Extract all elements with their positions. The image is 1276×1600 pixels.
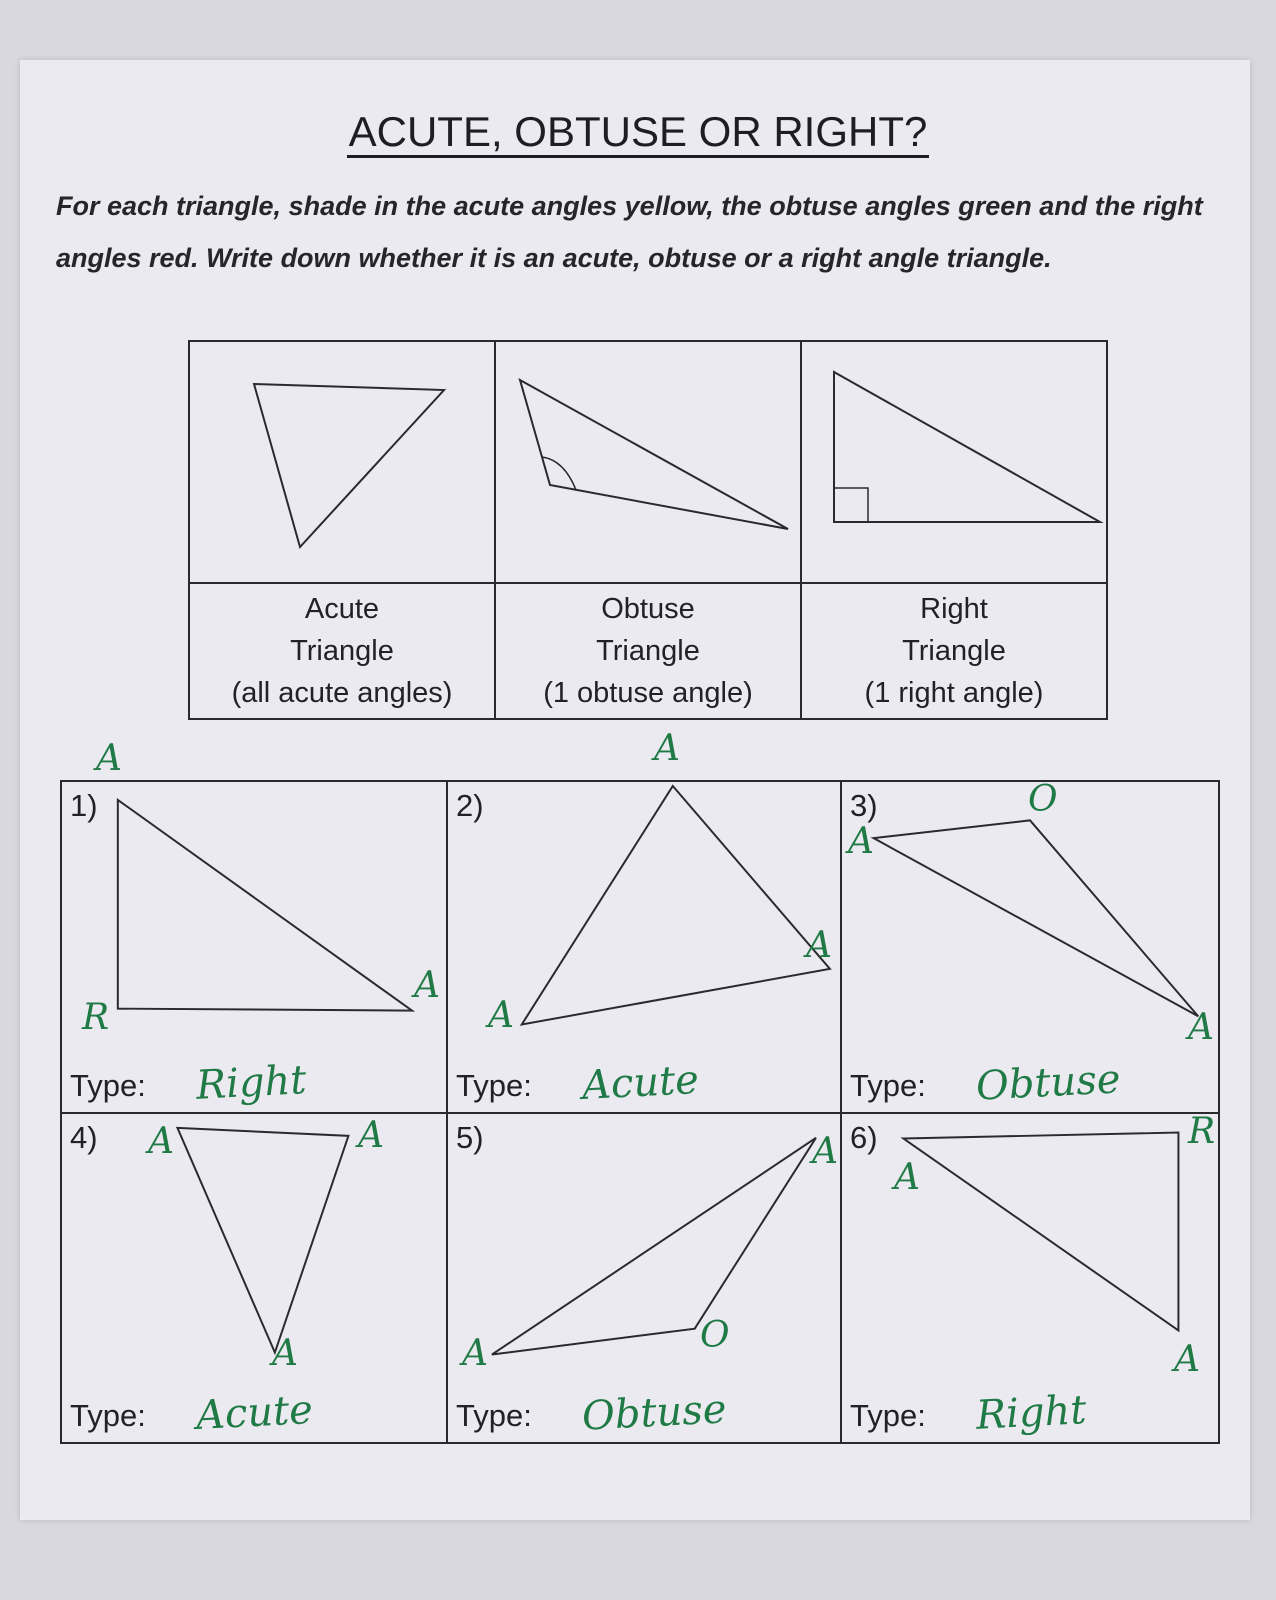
angle-mark: A (96, 738, 122, 779)
handwritten-answer: Obtuse (580, 1386, 728, 1440)
type-label: Type: (850, 1398, 926, 1433)
problem-3 (842, 779, 1218, 1114)
angle-mark: A (654, 728, 680, 769)
angle-mark: A (148, 1121, 174, 1162)
angle-mark: R (1188, 1111, 1216, 1152)
problem-number: 6) (850, 1120, 878, 1155)
handwritten-answer: Right (974, 1387, 1088, 1439)
exercise-grid (60, 780, 1220, 1444)
reference-obtuse-label: Obtuse Triangle (1 obtuse angle) (543, 593, 753, 709)
angle-mark: O (700, 1315, 730, 1356)
problem-number: 3) (850, 788, 878, 823)
obtuse-triangle-figure (496, 342, 800, 584)
reference-right-label: Right Triangle (1 right angle) (864, 593, 1044, 709)
problem-number: 5) (456, 1120, 484, 1155)
angle-mark: A (812, 1131, 838, 1172)
problem-number: 1) (70, 788, 98, 823)
handwritten-answer: Acute (194, 1386, 314, 1440)
reference-acute-label: Acute Triangle (all acute angles) (231, 593, 453, 709)
problem-1 (62, 782, 448, 1114)
reference-obtuse (496, 342, 802, 718)
reference-table (188, 340, 1108, 720)
angle-mark: A (806, 925, 832, 966)
problem-number: 4) (70, 1120, 98, 1155)
problem-2 (448, 782, 842, 1114)
angle-mark: A (414, 965, 440, 1006)
angle-mark: O (1028, 779, 1058, 820)
angle-mark: A (1188, 1007, 1214, 1048)
type-label: Type: (70, 1398, 146, 1433)
instructions-text: For each triangle, shade in the acute angles yellow, the obtuse angles green and the right angles red. Write down whether it is an acute, obtuse or a right angle triangle. (56, 191, 1203, 273)
worksheet-title: ACUTE, OBTUSE OR RIGHT? (0, 108, 1276, 156)
problem-4 (62, 1114, 448, 1442)
type-label: Type: (850, 1068, 926, 1103)
angle-mark: A (848, 821, 874, 862)
problem-5 (448, 1114, 842, 1442)
handwritten-answer: Obtuse (974, 1056, 1122, 1110)
acute-triangle-figure (190, 342, 494, 584)
problem-number: 2) (456, 788, 484, 823)
angle-mark: R (82, 997, 110, 1038)
type-label: Type: (456, 1398, 532, 1433)
angle-mark: A (358, 1115, 384, 1156)
type-label: Type: (456, 1068, 532, 1103)
angle-mark: A (462, 1333, 488, 1374)
handwritten-answer: Acute (580, 1056, 700, 1110)
right-triangle-figure (802, 342, 1106, 584)
reference-right (802, 342, 1106, 718)
angle-mark: A (894, 1157, 920, 1198)
angle-mark: A (272, 1333, 298, 1374)
type-label: Type: (70, 1068, 146, 1103)
angle-mark: A (1174, 1339, 1200, 1380)
handwritten-answer: Right (194, 1057, 308, 1109)
problem-6 (842, 1111, 1218, 1442)
angle-mark: A (488, 995, 514, 1036)
reference-acute (190, 342, 496, 718)
